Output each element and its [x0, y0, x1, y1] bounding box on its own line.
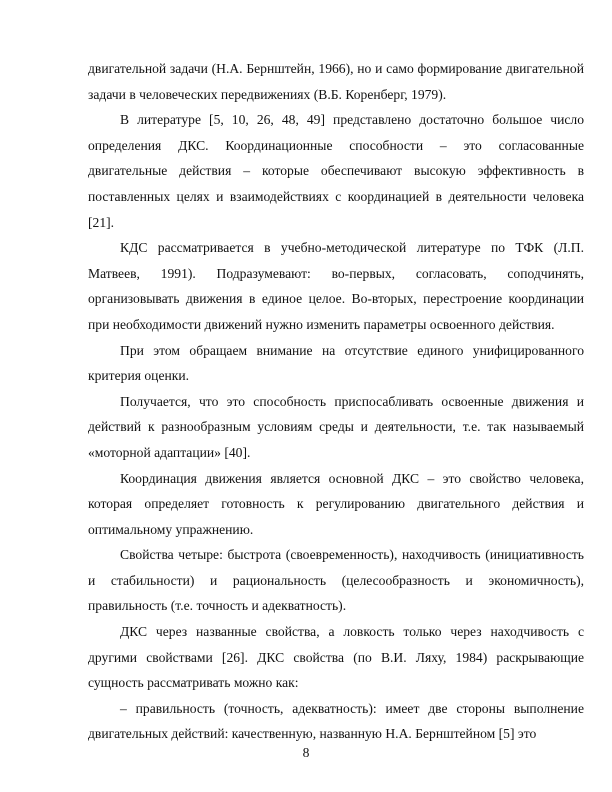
page-number: 8	[302, 745, 310, 760]
paragraph-dks-properties: ДКС через названные свойства, а ловкость только через находчивость с другими свойствами [26]. ДКС свойства (по В.И. Ляху, 1984) раскрывающие сущность рассматривать можно как:	[88, 624, 584, 691]
paragraph-coordination: Координация движения является основной ДКС – это свойство человека, которая определяет готовность к регулированию двигательного действия и оптимальному упражнению.	[88, 470, 584, 537]
paragraph-definitions: В литературе [5, 10, 26, 48, 49] представлено достаточно большое число определения ДКС. Координационные способности – это согласованные двигательные действия – которые обеспечивают высокую эффективность в поставленных целях и взаимодействиях с координацией в деятельности человека [21].	[88, 112, 584, 230]
paragraph-correctness: – правильность (точность, адекватность): имеет две стороны выполнение двигательных действий: качественную, названную Н.А. Бернштейном [5] это	[88, 700, 584, 742]
paragraph-four-properties: Свойства четыре: быстрота (своевременность), находчивость (инициативность и стабильности) и рациональность (целесообразность и экономичность), правильность (т.е. точность и адекватность).	[88, 547, 584, 614]
paragraph-motor-adaptation: Получается, что это способность приспосабливать освоенные движения и действий к разнообразным условиям среды и деятельности, т.е. так называемый «моторной адаптации» [40].	[88, 393, 584, 460]
body-text	[88, 56, 584, 747]
paragraph-criteria: При этом обращаем внимание на отсутствие единого унифицированного критерия оценки.	[88, 342, 584, 384]
paragraph-continuation: двигательной задачи (Н.А. Бернштейн, 1966), но и само формирование двигательной задачи в человеческих передвижениях (В.Б. Коренберг, 1979).	[88, 61, 584, 102]
paragraph-kds-literature: КДС рассматривается в учебно-методической литературе по ТФК (Л.П. Матвеев, 1991). Подразумевают: во-первых, согласовать, соподчинять, организовывать движения в единое целое. Во-вторых, перестроение координации при необходимости движений нужно изменить параметры освоенного действия.	[88, 240, 584, 332]
